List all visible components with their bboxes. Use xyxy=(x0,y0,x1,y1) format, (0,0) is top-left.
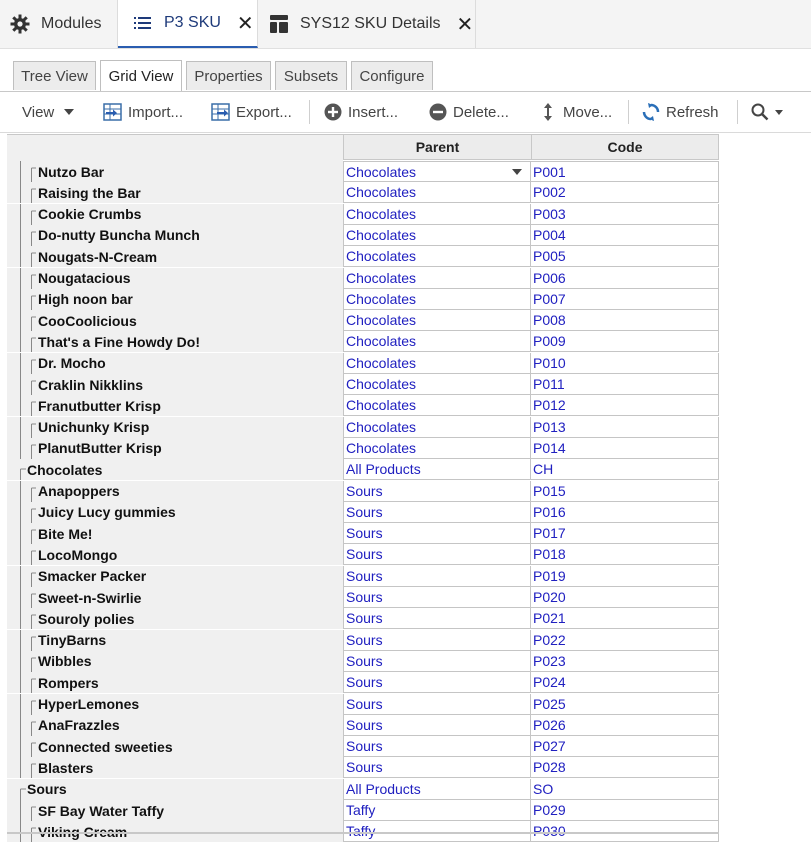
member-label: PlanutButter Krisp xyxy=(38,440,162,457)
cell-code[interactable] xyxy=(531,715,719,736)
row-member-name[interactable] xyxy=(7,651,343,672)
cell-parent[interactable] xyxy=(343,630,531,651)
row-member-name[interactable] xyxy=(7,374,343,395)
parent-value: Chocolates xyxy=(346,312,417,329)
tab-label: P3 SKU xyxy=(164,14,221,31)
parent-value: Chocolates xyxy=(346,376,417,392)
parent-value: Chocolates xyxy=(346,248,417,265)
cell-parent[interactable] xyxy=(343,502,531,523)
parent-value: Chocolates xyxy=(346,418,417,435)
cell-code[interactable] xyxy=(531,630,719,651)
parent-value: Chocolates xyxy=(346,439,417,456)
member-label: LocoMongo xyxy=(38,546,118,563)
cell-code[interactable] xyxy=(531,523,719,544)
cell-parent[interactable] xyxy=(343,608,531,629)
cell-code[interactable] xyxy=(531,268,719,289)
cell-parent[interactable] xyxy=(343,161,531,182)
member-label: Sweet-n-Swirlie xyxy=(38,589,142,606)
table-row[interactable] xyxy=(7,459,719,480)
cell-parent[interactable] xyxy=(343,523,531,544)
row-member-name[interactable] xyxy=(7,757,343,778)
table-row[interactable] xyxy=(7,800,719,821)
cell-parent[interactable] xyxy=(343,374,531,395)
toolbar xyxy=(0,92,811,133)
code-value: P020 xyxy=(533,589,566,605)
tree-connector-icon xyxy=(7,544,37,565)
tree-connector-icon xyxy=(7,268,37,289)
tree-connector-icon xyxy=(7,715,37,736)
member-label: CooCoolicious xyxy=(38,312,137,329)
cell-code[interactable] xyxy=(531,289,719,310)
code-value: P006 xyxy=(533,269,566,286)
column-header-code[interactable]: Code xyxy=(531,134,719,160)
code-value: P028 xyxy=(533,759,566,776)
parent-value: Sours xyxy=(346,567,383,584)
up-down-arrow-icon xyxy=(538,102,558,122)
cell-code[interactable] xyxy=(531,331,719,352)
member-label: AnaFrazzles xyxy=(38,717,120,734)
parent-value: Chocolates xyxy=(346,269,417,286)
row-member-name[interactable] xyxy=(7,204,343,225)
code-value: P003 xyxy=(533,205,566,222)
row-member-name[interactable] xyxy=(7,502,343,523)
cell-parent[interactable] xyxy=(343,544,531,565)
row-member-name[interactable] xyxy=(7,310,343,331)
parent-value: Chocolates xyxy=(346,226,417,243)
member-label: Franutbutter Krisp xyxy=(38,397,161,414)
member-label: Souroly polies xyxy=(38,610,135,627)
cell-parent[interactable] xyxy=(343,268,531,289)
gear-icon xyxy=(9,13,31,35)
member-label: Bite Me! xyxy=(38,525,93,542)
table-row[interactable] xyxy=(7,438,719,459)
tab-label: Modules xyxy=(41,15,102,32)
code-value: P026 xyxy=(533,716,566,733)
cell-parent[interactable] xyxy=(343,289,531,310)
tree-connector-icon xyxy=(7,651,37,672)
code-value: P016 xyxy=(533,503,566,520)
row-member-name[interactable] xyxy=(7,544,343,565)
cell-parent[interactable] xyxy=(343,225,531,246)
cell-parent[interactable] xyxy=(343,715,531,736)
minus-circle-icon xyxy=(428,102,448,122)
cell-code[interactable] xyxy=(531,587,719,608)
module-tab-bar xyxy=(0,0,811,49)
tree-connector-icon xyxy=(7,779,27,800)
cell-parent[interactable] xyxy=(343,204,531,225)
code-value: CH xyxy=(533,461,554,478)
table-row[interactable] xyxy=(7,694,719,715)
parent-value: Taffy xyxy=(346,802,376,818)
row-member-name[interactable] xyxy=(7,161,343,182)
member-label: Nougats-N-Cream xyxy=(38,248,158,265)
insert-button[interactable] xyxy=(323,92,398,132)
toolbar-divider xyxy=(737,100,738,124)
tree-connector-icon xyxy=(7,566,37,587)
row-member-name[interactable] xyxy=(7,630,343,651)
cell-code[interactable] xyxy=(531,459,719,480)
cell-code[interactable] xyxy=(531,736,719,757)
member-label: Chocolates xyxy=(27,461,103,478)
row-member-name[interactable] xyxy=(7,587,343,608)
chevron-down-icon xyxy=(775,110,783,115)
row-member-name[interactable] xyxy=(7,481,343,502)
row-member-name[interactable] xyxy=(7,395,343,416)
chevron-down-icon xyxy=(64,109,74,115)
member-label: HyperLemones xyxy=(38,696,140,712)
row-member-name[interactable] xyxy=(7,268,343,289)
cell-code[interactable] xyxy=(531,161,719,182)
tree-connector-icon xyxy=(7,438,37,459)
cell-code[interactable] xyxy=(531,204,719,225)
row-member-name[interactable] xyxy=(7,353,343,374)
tab-label: SYS12 SKU Details xyxy=(300,15,441,32)
cell-code[interactable] xyxy=(531,417,719,438)
cell-parent[interactable] xyxy=(343,182,531,203)
parent-value: Sours xyxy=(346,652,383,669)
parent-value: Chocolates xyxy=(346,333,417,350)
parent-value: All Products xyxy=(346,780,421,797)
cell-parent[interactable] xyxy=(343,417,531,438)
delete-label: Delete... xyxy=(453,103,509,121)
code-value: P029 xyxy=(533,802,566,818)
tab-subsets[interactable]: Subsets xyxy=(275,61,347,90)
table-row[interactable] xyxy=(7,736,719,757)
code-value: SO xyxy=(533,780,554,797)
cell-parent[interactable] xyxy=(343,566,531,587)
table-row[interactable] xyxy=(7,523,719,544)
table-row[interactable] xyxy=(7,502,719,523)
tree-connector-icon xyxy=(7,182,37,203)
parent-value: Chocolates xyxy=(346,184,417,201)
tab-sys12-sku-details[interactable] xyxy=(258,0,476,48)
code-value: P002 xyxy=(533,184,566,201)
code-value: P014 xyxy=(533,439,566,456)
code-value: P022 xyxy=(533,631,566,648)
member-label: Dr. Mocho xyxy=(38,355,106,372)
cell-parent[interactable] xyxy=(343,694,531,715)
cell-code[interactable] xyxy=(531,672,719,693)
search-menu-button[interactable] xyxy=(750,92,783,132)
move-button[interactable] xyxy=(538,92,612,132)
cell-code[interactable] xyxy=(531,608,719,629)
table-row[interactable] xyxy=(7,268,719,289)
code-value: P021 xyxy=(533,610,566,627)
tree-connector-icon xyxy=(7,331,37,352)
parent-value: Chocolates xyxy=(346,397,417,414)
tree-connector-icon xyxy=(7,608,37,629)
table-row[interactable] xyxy=(7,289,719,310)
row-member-name[interactable] xyxy=(7,417,343,438)
member-label: Nougatacious xyxy=(38,270,131,286)
tree-connector-icon xyxy=(7,630,37,651)
tree-connector-icon xyxy=(7,587,37,608)
cell-code[interactable] xyxy=(531,502,719,523)
cell-code[interactable] xyxy=(531,225,719,246)
close-icon[interactable]: ✕ xyxy=(236,12,254,35)
table-row[interactable] xyxy=(7,331,719,352)
table-row[interactable] xyxy=(7,651,719,672)
row-member-name[interactable] xyxy=(7,608,343,629)
cell-code[interactable] xyxy=(531,481,719,502)
refresh-icon xyxy=(641,102,661,122)
view-menu-button[interactable] xyxy=(22,92,74,132)
row-member-name[interactable] xyxy=(7,225,343,246)
cell-parent[interactable] xyxy=(343,438,531,459)
code-value: P004 xyxy=(533,226,566,243)
code-value: P012 xyxy=(533,397,566,414)
tab-p3-sku[interactable] xyxy=(118,0,258,48)
export-button[interactable] xyxy=(211,92,292,132)
cell-parent[interactable] xyxy=(343,587,531,608)
member-label: High noon bar xyxy=(38,291,133,308)
parent-value: Chocolates xyxy=(346,205,417,222)
member-label: Smacker Packer xyxy=(38,568,147,585)
cell-parent[interactable] xyxy=(343,779,531,800)
list-icon xyxy=(132,12,154,34)
table-row[interactable] xyxy=(7,417,719,438)
toolbar-divider xyxy=(628,100,629,124)
table-row[interactable] xyxy=(7,544,719,565)
parent-value: Sours xyxy=(346,610,383,627)
tree-connector-icon xyxy=(7,757,37,778)
refresh-label: Refresh xyxy=(666,103,719,121)
import-icon xyxy=(103,102,123,122)
column-header-parent[interactable]: Parent xyxy=(343,134,532,160)
code-value: P017 xyxy=(533,525,566,542)
parent-value: All Products xyxy=(346,461,421,478)
table-row[interactable] xyxy=(7,374,719,395)
layout-icon xyxy=(268,13,290,35)
move-label: Move... xyxy=(563,103,613,121)
member-label: Raising the Bar xyxy=(38,184,141,201)
parent-value: Sours xyxy=(346,631,383,648)
member-label: That's a Fine Howdy Do! xyxy=(38,333,201,350)
member-label: TinyBarns xyxy=(38,632,107,649)
tree-connector-icon xyxy=(7,310,37,331)
tree-connector-icon xyxy=(7,204,37,225)
code-value: P018 xyxy=(533,546,566,563)
row-member-name[interactable] xyxy=(7,715,343,736)
cell-code[interactable] xyxy=(531,438,719,459)
cell-parent[interactable] xyxy=(343,736,531,757)
cell-code[interactable] xyxy=(531,694,719,715)
import-label: Import... xyxy=(128,103,184,121)
tree-connector-icon xyxy=(7,459,27,480)
delete-button[interactable] xyxy=(428,92,509,132)
row-member-name[interactable] xyxy=(7,438,343,459)
tree-connector-icon xyxy=(7,736,37,757)
row-member-name[interactable] xyxy=(7,523,343,544)
cell-parent[interactable] xyxy=(343,800,531,821)
table-row[interactable] xyxy=(7,246,719,267)
member-label: Juicy Lucy gummies xyxy=(38,504,176,521)
parent-value: Chocolates xyxy=(346,354,417,371)
export-icon xyxy=(211,102,231,122)
parent-value: Sours xyxy=(346,525,383,542)
row-member-name[interactable] xyxy=(7,779,343,800)
tree-connector-icon xyxy=(7,225,37,246)
tree-connector-icon xyxy=(7,289,37,310)
row-member-name[interactable] xyxy=(7,182,343,203)
tree-connector-icon xyxy=(7,523,37,544)
parent-value: Sours xyxy=(346,716,383,733)
tab-grid-view[interactable]: Grid View xyxy=(100,60,182,91)
cell-code[interactable] xyxy=(531,566,719,587)
dropdown-caret-icon[interactable] xyxy=(512,169,522,175)
table-row[interactable] xyxy=(7,161,719,182)
member-label: Blasters xyxy=(38,759,94,776)
refresh-button[interactable] xyxy=(641,92,719,132)
tree-connector-icon xyxy=(7,353,37,374)
table-row[interactable] xyxy=(7,608,719,629)
code-value: P024 xyxy=(533,674,566,691)
tree-connector-icon xyxy=(7,374,37,395)
row-member-name[interactable] xyxy=(7,331,343,352)
parent-value: Sours xyxy=(346,503,383,520)
view-tab-bar xyxy=(0,49,811,92)
cell-code[interactable] xyxy=(531,800,719,821)
row-member-name[interactable] xyxy=(7,289,343,310)
cell-parent[interactable] xyxy=(343,459,531,480)
tree-connector-icon xyxy=(7,417,37,438)
table-row[interactable] xyxy=(7,587,719,608)
table-row[interactable] xyxy=(7,353,719,374)
member-label: Craklin Nikklins xyxy=(38,376,144,393)
cell-parent[interactable] xyxy=(343,310,531,331)
plus-circle-icon xyxy=(323,102,343,122)
tab-configure[interactable]: Configure xyxy=(351,61,433,90)
import-button[interactable] xyxy=(103,92,183,132)
cell-code[interactable] xyxy=(531,310,719,331)
member-label: Cookie Crumbs xyxy=(38,206,142,223)
row-member-name[interactable] xyxy=(7,800,343,821)
export-label: Export... xyxy=(236,103,292,121)
tree-connector-icon xyxy=(7,246,37,267)
parent-value: Chocolates xyxy=(346,163,417,180)
view-label: View xyxy=(22,103,55,121)
cell-code[interactable] xyxy=(531,757,719,778)
grid-bottom-edge xyxy=(7,832,719,834)
code-value: P008 xyxy=(533,312,566,329)
parent-value: Sours xyxy=(346,738,383,755)
tree-connector-icon xyxy=(7,395,37,416)
cell-code[interactable] xyxy=(531,246,719,267)
insert-label: Insert... xyxy=(348,103,399,121)
member-label: Nutzo Bar xyxy=(38,163,105,180)
cell-parent[interactable] xyxy=(343,331,531,352)
table-row[interactable] xyxy=(7,395,719,416)
code-value: P007 xyxy=(533,290,566,307)
row-member-name[interactable] xyxy=(7,694,343,715)
table-row[interactable] xyxy=(7,310,719,331)
row-header-corner xyxy=(7,134,343,161)
code-value: P005 xyxy=(533,248,566,265)
code-value: P015 xyxy=(533,482,566,499)
row-member-name[interactable] xyxy=(7,246,343,267)
table-row[interactable] xyxy=(7,715,719,736)
cell-code[interactable] xyxy=(531,182,719,203)
row-member-name[interactable] xyxy=(7,736,343,757)
code-value: P009 xyxy=(533,333,566,350)
cell-parent[interactable] xyxy=(343,246,531,267)
tab-tree-view[interactable]: Tree View xyxy=(13,61,96,90)
tree-connector-icon xyxy=(7,672,37,693)
member-label: Unichunky Krisp xyxy=(38,419,150,436)
cell-parent[interactable] xyxy=(343,353,531,374)
table-row[interactable] xyxy=(7,566,719,587)
table-row[interactable] xyxy=(7,204,719,225)
code-value: P025 xyxy=(533,695,566,712)
parent-value: Sours xyxy=(346,695,383,712)
table-row[interactable] xyxy=(7,757,719,778)
parent-value: Sours xyxy=(346,674,383,691)
cell-code[interactable] xyxy=(531,544,719,565)
member-label: Anapoppers xyxy=(38,483,120,499)
parent-value: Sours xyxy=(346,759,383,776)
parent-value: Sours xyxy=(346,589,383,605)
row-member-name[interactable] xyxy=(7,566,343,587)
cell-parent[interactable] xyxy=(343,757,531,778)
cell-code[interactable] xyxy=(531,779,719,800)
parent-value: Sours xyxy=(346,546,383,563)
code-value: P013 xyxy=(533,418,566,435)
table-row[interactable] xyxy=(7,779,719,800)
tree-connector-icon xyxy=(7,694,37,715)
table-row[interactable] xyxy=(7,481,719,502)
tree-connector-icon xyxy=(7,481,37,502)
code-value: P001 xyxy=(533,163,566,180)
tree-connector-icon xyxy=(7,502,37,523)
cell-parent[interactable] xyxy=(343,672,531,693)
cell-parent[interactable] xyxy=(343,651,531,672)
code-value: P023 xyxy=(533,652,566,669)
tab-properties[interactable]: Properties xyxy=(186,61,271,90)
code-value: P019 xyxy=(533,567,566,584)
row-member-name[interactable] xyxy=(7,672,343,693)
cell-code[interactable] xyxy=(531,395,719,416)
table-row[interactable] xyxy=(7,672,719,693)
tree-connector-icon xyxy=(7,800,37,821)
code-value: P027 xyxy=(533,738,566,755)
cell-code[interactable] xyxy=(531,353,719,374)
cell-parent[interactable] xyxy=(343,481,531,502)
tab-modules[interactable] xyxy=(0,0,118,48)
cell-code[interactable] xyxy=(531,374,719,395)
search-icon xyxy=(750,102,770,122)
member-label: Connected sweeties xyxy=(38,738,173,755)
close-icon[interactable]: ✕ xyxy=(456,13,474,36)
cell-code[interactable] xyxy=(531,651,719,672)
toolbar-divider xyxy=(309,100,310,124)
member-label: Sours xyxy=(27,781,67,798)
table-row[interactable] xyxy=(7,225,719,246)
parent-value: Sours xyxy=(346,482,383,499)
code-value: P011 xyxy=(533,376,565,392)
member-label: Wibbles xyxy=(38,653,92,670)
parent-value: Chocolates xyxy=(346,290,417,307)
member-label: SF Bay Water Taffy xyxy=(38,802,165,819)
member-label: Rompers xyxy=(38,674,99,691)
table-row[interactable] xyxy=(7,182,719,203)
cell-parent[interactable] xyxy=(343,395,531,416)
tree-connector-icon xyxy=(7,161,37,182)
code-value: P010 xyxy=(533,354,566,371)
row-member-name[interactable] xyxy=(7,459,343,480)
member-label: Do-nutty Buncha Munch xyxy=(38,227,200,244)
table-row[interactable] xyxy=(7,630,719,651)
